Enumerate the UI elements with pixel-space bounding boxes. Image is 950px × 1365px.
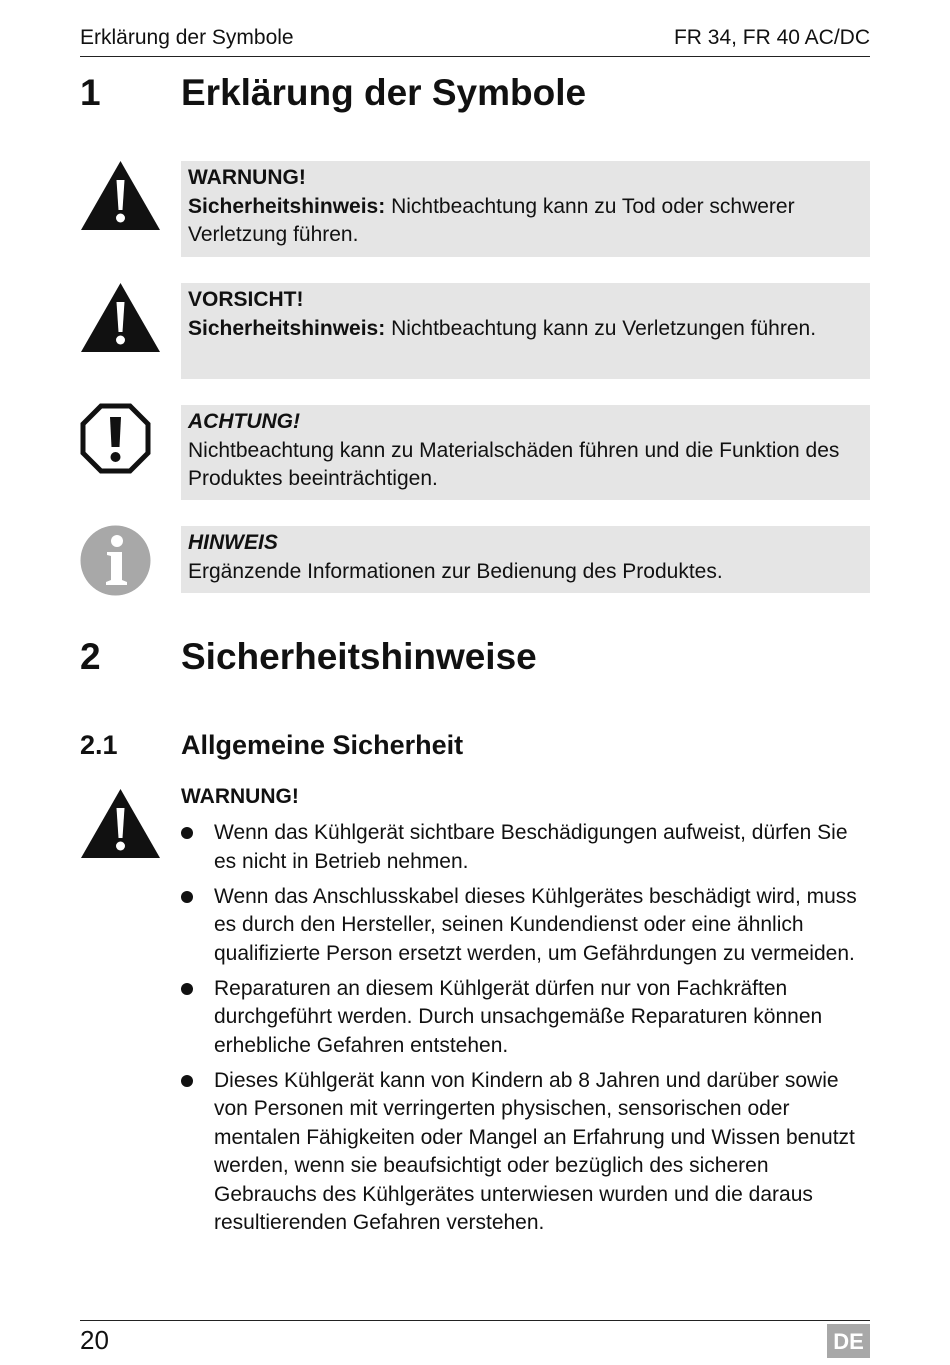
safety-bullet-list — [181, 819, 871, 1244]
info-circle-icon — [80, 525, 151, 596]
list-item — [181, 819, 871, 876]
notice-title: WARNUNG! — [188, 166, 306, 189]
warning-triangle-icon — [80, 160, 161, 231]
attention-notice — [181, 405, 870, 500]
section-number: 1 — [80, 72, 101, 113]
bullet-dot-icon — [181, 1075, 193, 1087]
info-notice — [181, 526, 870, 593]
subsection-title: Allgemeine Sicherheit — [181, 730, 464, 760]
subsection-number: 2.1 — [80, 730, 118, 760]
bullet-text: Wenn das Anschlusskabel dieses Kühlgerätes beschädigt wird, muss es durch den Hersteller, seinen Kundendienst oder eine ähnlich qualifizierte Person ersetzt werden, um Gefährdungen zu vermeiden. — [214, 884, 857, 965]
list-item — [181, 883, 871, 969]
language-badge: DE — [827, 1324, 870, 1358]
caution-notice — [181, 283, 870, 379]
bullet-text: Reparaturen an diesem Kühlgerät dürfen nur von Fachkräften durchgeführt werden. Durch unsachgemäße Reparaturen können erhebliche Gefahren entstehen. — [214, 976, 823, 1057]
warning-notice — [181, 161, 870, 257]
footer-divider — [80, 1320, 870, 1321]
notice-text: Nichtbeachtung kann zu Verletzungen führen. — [385, 316, 817, 340]
notice-text: Nichtbeachtung kann zu Tod oder schwerer Verletzung führen. — [188, 194, 795, 246]
section-title: Sicherheitshinweise — [181, 636, 537, 677]
section-title: Erklärung der Symbole — [181, 72, 587, 113]
warning-triangle-icon — [80, 788, 161, 859]
header-chapter-title: Erklärung der Symbole — [80, 26, 294, 49]
caution-triangle-icon — [80, 282, 161, 353]
running-header — [80, 26, 870, 57]
notice-text: Nichtbeachtung kann zu Materialschäden führen und die Funktion des Produktes beeinträchtigen. — [188, 438, 840, 490]
notice-title: VORSICHT! — [188, 288, 304, 311]
notice-text: Ergänzende Informationen zur Bedienung des Produktes. — [188, 559, 723, 583]
notice-title: HINWEIS — [188, 531, 278, 554]
section-number: 2 — [80, 636, 101, 677]
header-model-name: FR 34, FR 40 AC/DC — [673, 26, 870, 49]
bullet-text: Wenn das Kühlgerät sichtbare Beschädigungen aufweist, dürfen Sie es nicht in Betrieb nehmen. — [214, 821, 848, 873]
attention-octagon-icon — [80, 403, 151, 474]
list-item — [181, 975, 871, 1061]
bullet-text: Dieses Kühlgerät kann von Kindern ab 8 Jahren und darüber sowie von Personen mit verringerten physischen, sensorischen oder mentalen Fähigkeiten oder Mangel an Erfahrung und Wissen benutzt werden, wenn sie beaufsichtigt oder bezüglich des sicheren Gebrauchs des Kühlgerätes unterwiesen wurden und die daraus resultierenden Gefahren verstehen. — [214, 1068, 855, 1234]
notice-label: Sicherheitshinweis: — [188, 316, 386, 340]
bullet-dot-icon — [181, 891, 193, 903]
bullet-dot-icon — [181, 983, 193, 995]
page-number: 20 — [80, 1325, 109, 1355]
notice-title: ACHTUNG! — [188, 410, 300, 433]
safety-warning-title: WARNUNG! — [181, 785, 299, 808]
notice-label: Sicherheitshinweis: — [188, 194, 386, 218]
list-item — [181, 1067, 871, 1238]
bullet-dot-icon — [181, 827, 193, 839]
